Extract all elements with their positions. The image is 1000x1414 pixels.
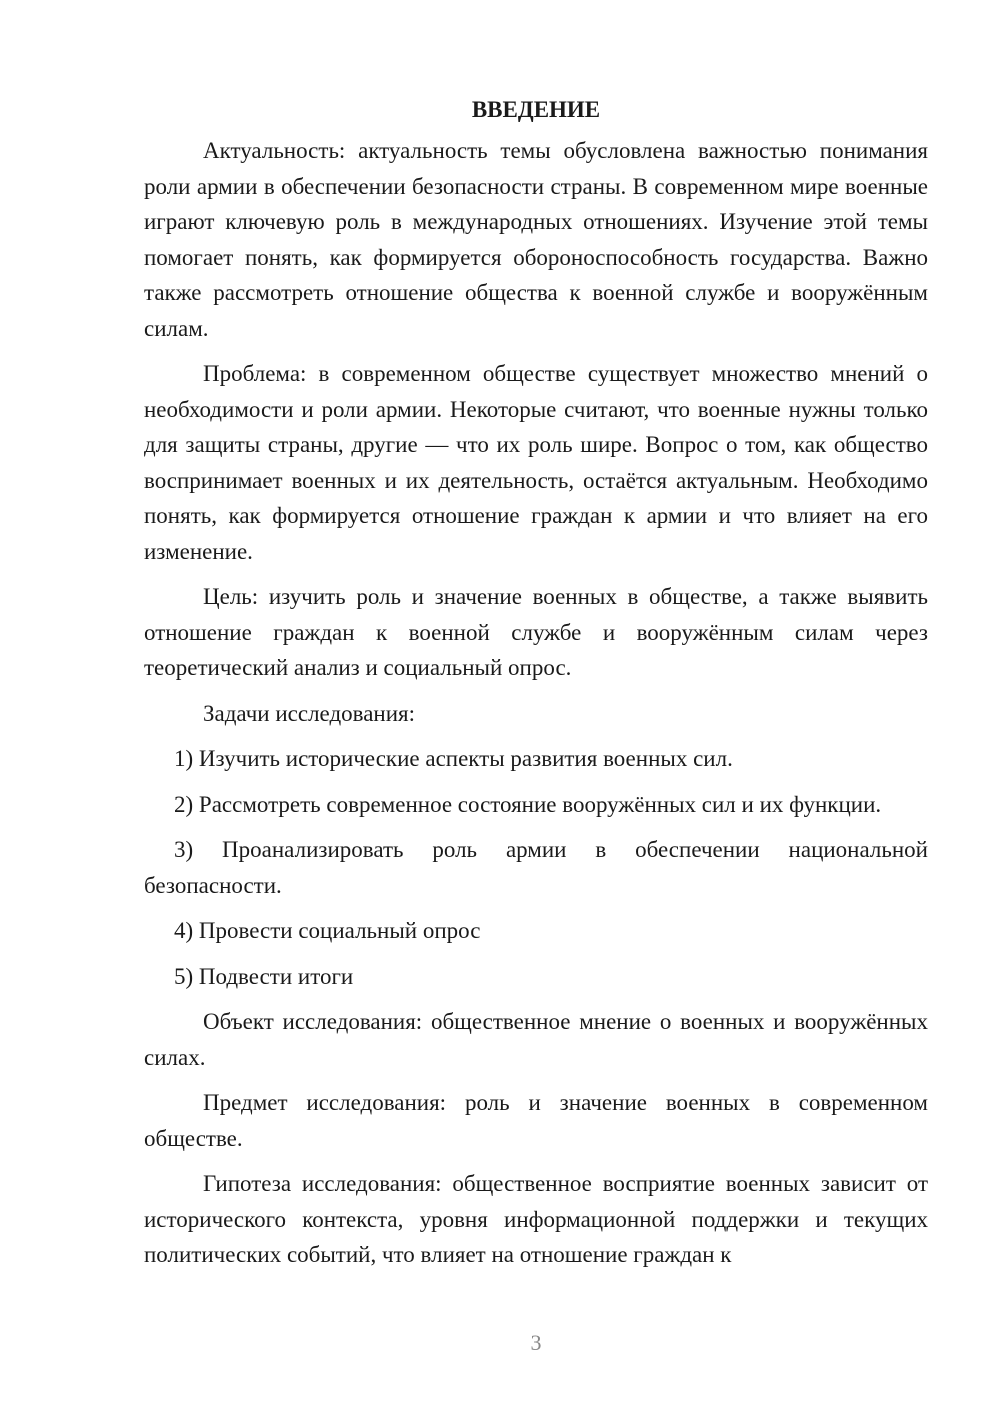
- subject-paragraph: Предмет исследования: роль и значение военных в современном обществе.: [144, 1090, 928, 1151]
- task-item: 1) Изучить исторические аспекты развития военных сил.: [174, 746, 733, 771]
- tasks-heading: Задачи исследования:: [203, 700, 416, 726]
- task-item: 3) Проанализировать роль армии в обеспечении национальной безопасности.: [144, 837, 928, 898]
- goal-paragraph: Цель: изучить роль и значение военных в обществе, а также выявить отношение граждан к военной службе и вооружённым силам через теоретический анализ и социальный опрос.: [144, 584, 928, 680]
- task-item: 4) Провести социальный опрос: [174, 918, 481, 943]
- page-number: 3: [530, 1330, 542, 1355]
- section-title: ВВЕДЕНИЕ: [471, 97, 601, 122]
- problem-paragraph: Проблема: в современном обществе существует множество мнений о необходимости и роли армии. Некоторые считают, что военные нужны только для защиты страны, другие — что их роль шире. Вопрос о том, как общество воспринимает военных и их деятельность, остаётся актуальным. Необходимо понять, как формируется отношение граждан к армии и что влияет на его изменение.: [144, 361, 928, 564]
- task-item: 2) Рассмотреть современное состояние вооружённых сил и их функции.: [174, 791, 882, 817]
- object-paragraph: Объект исследования: общественное мнение о военных и вооружённых силах.: [144, 1009, 928, 1070]
- task-item: 5) Подвести итоги: [174, 963, 354, 989]
- hypothesis-paragraph: Гипотеза исследования: общественное восприятие военных зависит от исторического контекста, уровня информационной поддержки и текущих политических событий, что влияет на отношение граждан к: [144, 1171, 928, 1267]
- relevance-paragraph: Актуальность: актуальность темы обусловлена важностью понимания роли армии в обеспечении безопасности страны. В современном мире военные играют ключевую роль в международных отношениях. Изучение этой темы помогает понять, как формируется обороноспособность государства. Важно также рассмотреть отношение общества к военной службе и вооружённым силам.: [144, 138, 928, 341]
- page-content: [144, 92, 928, 1283]
